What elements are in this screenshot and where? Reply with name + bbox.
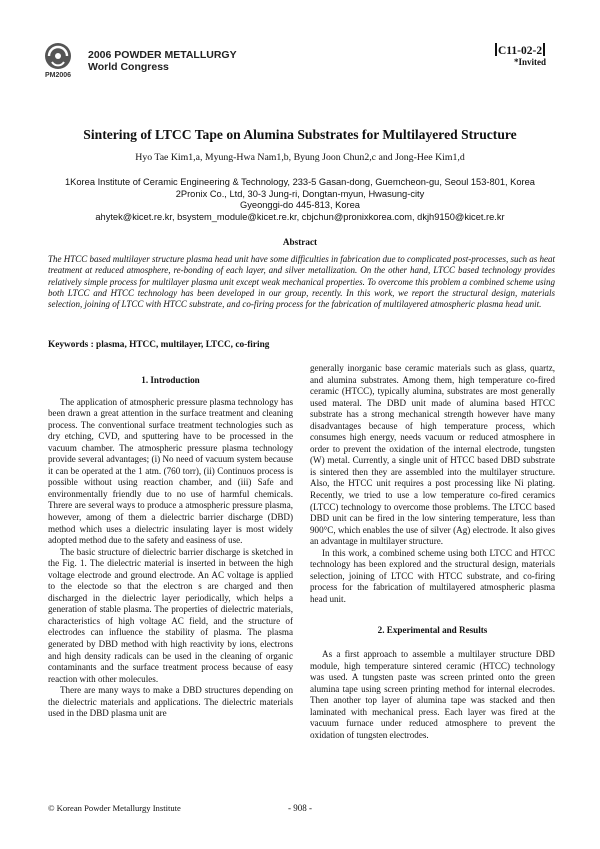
right-paragraph-1: generally inorganic base ceramic materials such as glass, quartz, and alumina substrates. Among them, high temperature co-fired ceramic (HTCC), typically alumina, substrates are most generally used materal. The DBD unit made of alumina based HTCC substrate has a strong mechanical strength however have many disadvantages because of high temperature process, which consumes high energy, needs vacuum or reduced atmosphere in order to prevent the oxidation of the internal electrode, tungsten (W) metal. Currently, a single unit of HTCC based DBD substrate is sintered then they are assembled into the multilayer structure. Also, the HTCC unit requires a post processing like Ni plating. Recently, we tried to use a low temperature co-fired ceramics (LTCC) technology to overcome those problems. The LTCC based DBD unit can be fired in the low sintering temperature, less than 900°C, which enables the use of silver (Ag) electrode. It also gives an advantage in multilayer structure. [310, 363, 555, 547]
paper-title: Sintering of LTCC Tape on Alumina Substrates for Multilayered Structure [83, 127, 517, 142]
intro-paragraph-3: There are many ways to make a DBD structures depending on the dielectric materials and applications. The dielectric materials used in the DBD plasma unit are [48, 685, 293, 719]
author-emails: ahytek@kicet.re.kr, bsystem_module@kicet.re.kr, cbjchun@pronixkorea.com, dkjh9150@kicet.re.kr [95, 211, 505, 222]
paper-code [494, 43, 546, 57]
intro-paragraph-2: The basic structure of dielectric barrier discharge is sketched in the Fig. 1. The dielectric material is inserted in between the high voltage electrode and ground electrode. An AC voltage is applied to the electode so that the electron s are charged and then discharged in the dielectric layer periodically, which helps a generation of stable plasma. The properties of dielectric materials, characteristics of high voltage AC field, and the structure of electrodes can influence the stability of plasma. The plasma generated by DBD method with high reactivity by ions, electrons and high density radicals can be used in the cleaning of organic contaminants and the surface treatment process because of easy reaction with other molecules. [48, 546, 293, 684]
intro-paragraph-1: The application of atmospheric pressure plasma technology has been drawn a great attention in the surface treatment and cleaning process. The conventional surface treatment technologies such as dry etching, CVD, and sputtering have to be processed in the vacuum chamber. The atmospheric pressure plasma technology provide several advantages; (i) No need of vacuum system because it can be operated at the 1 atm. (760 torr), (ii) Continuos process is possible without using reaction chamber, and (iii) Safe and environmentally friendly due to no use of harmful chemicals. Threre are several ways to produce a atmospheric pressure plasma, however, among of them a dielectric barrier discharge (DBD) method which uses a dielectric insulating layer is most widely adopted method due to the safety and easiness of use. [48, 396, 293, 546]
affiliation-1: 1Korea Institute of Ceramic Engineering & Technology, 233-5 Gasan-dong, Guemcheon-gu, Seoul 153-801, Korea [65, 177, 535, 187]
abstract-heading: Abstract [282, 237, 318, 247]
affiliations [0, 177, 600, 223]
right-paragraph-2: In this work, a combined scheme using both LTCC and HTCC technology has been explored and the structural design, materials selection, joining of LTCC with HTCC substrate, and co-firing process for the fabrication of multilayered atmospheric plasma head unit. [310, 547, 555, 604]
section-experimental-title: 2. Experimental and Results [377, 625, 488, 636]
conference-line2: World Congress [88, 61, 169, 73]
abstract-text: The HTCC based multilayer structure plasma head unit have some difficulties in fabrication due to complicated post-processes, such as heat treatment at reduced atmosphere, re-bonding of each layer, and silver metallization. On the other hand, LTCC based technology provides relatively simple process for multilayer plasma unit except weak mechanical properties. To overcome this problem a combined scheme using both LTCC and HTCC technology has been developed in our group, recently. In this work, we report the structural design, materials selection, joining of LTCC with HTCC substrate, and co-firing process for the fabrication of multilayered atmospheric plasma head unit. [48, 254, 555, 310]
page-number: - 908 - [288, 803, 312, 813]
experimental-paragraph-1: As a first approach to assemble a multilayer structure DBD module, high temperature sintered ceramic (HTCC) technology was used. A tungsten paste was screen printed onto the green alumina tape using screen printing method for internal elecrodes. Then another top layer of alumina tape was stacked and then laminated with mechanical press. Each layer was fired at the vacuum furnace under reduced atmosphere to prevent the oxidation of tungsten electrodes. [310, 649, 555, 740]
affiliation-2: 2Pronix Co., Ltd, 30-3 Jung-ri, Dongtan-myun, Hwasung-city [175, 188, 425, 199]
logo-caption: PM2006 [45, 72, 72, 79]
conference-line1: 2006 POWDER METALLURGY [88, 49, 237, 61]
right-column [310, 363, 555, 741]
invited-label: *Invited [514, 57, 547, 67]
copyright-notice: © Korean Powder Metallurgy Institute [48, 803, 181, 813]
keywords: Keywords : plasma, HTCC, multilayer, LTCC, co-firing [48, 340, 270, 350]
code-bar-right [543, 43, 545, 56]
code-bar-left [495, 43, 497, 56]
author-list: Hyo Tae Kim1,a, Myung-Hwa Nam1,b, Byung Joon Chun2,c and Jong-Hee Kim1,d [135, 152, 465, 163]
left-column [48, 363, 293, 720]
affiliation-3: Gyeonggi-do 445-813, Korea [240, 200, 360, 211]
conference-name [88, 49, 237, 73]
paper-code-text: C11-02-2 [498, 45, 543, 57]
section-introduction-title: 1. Introduction [141, 375, 200, 385]
